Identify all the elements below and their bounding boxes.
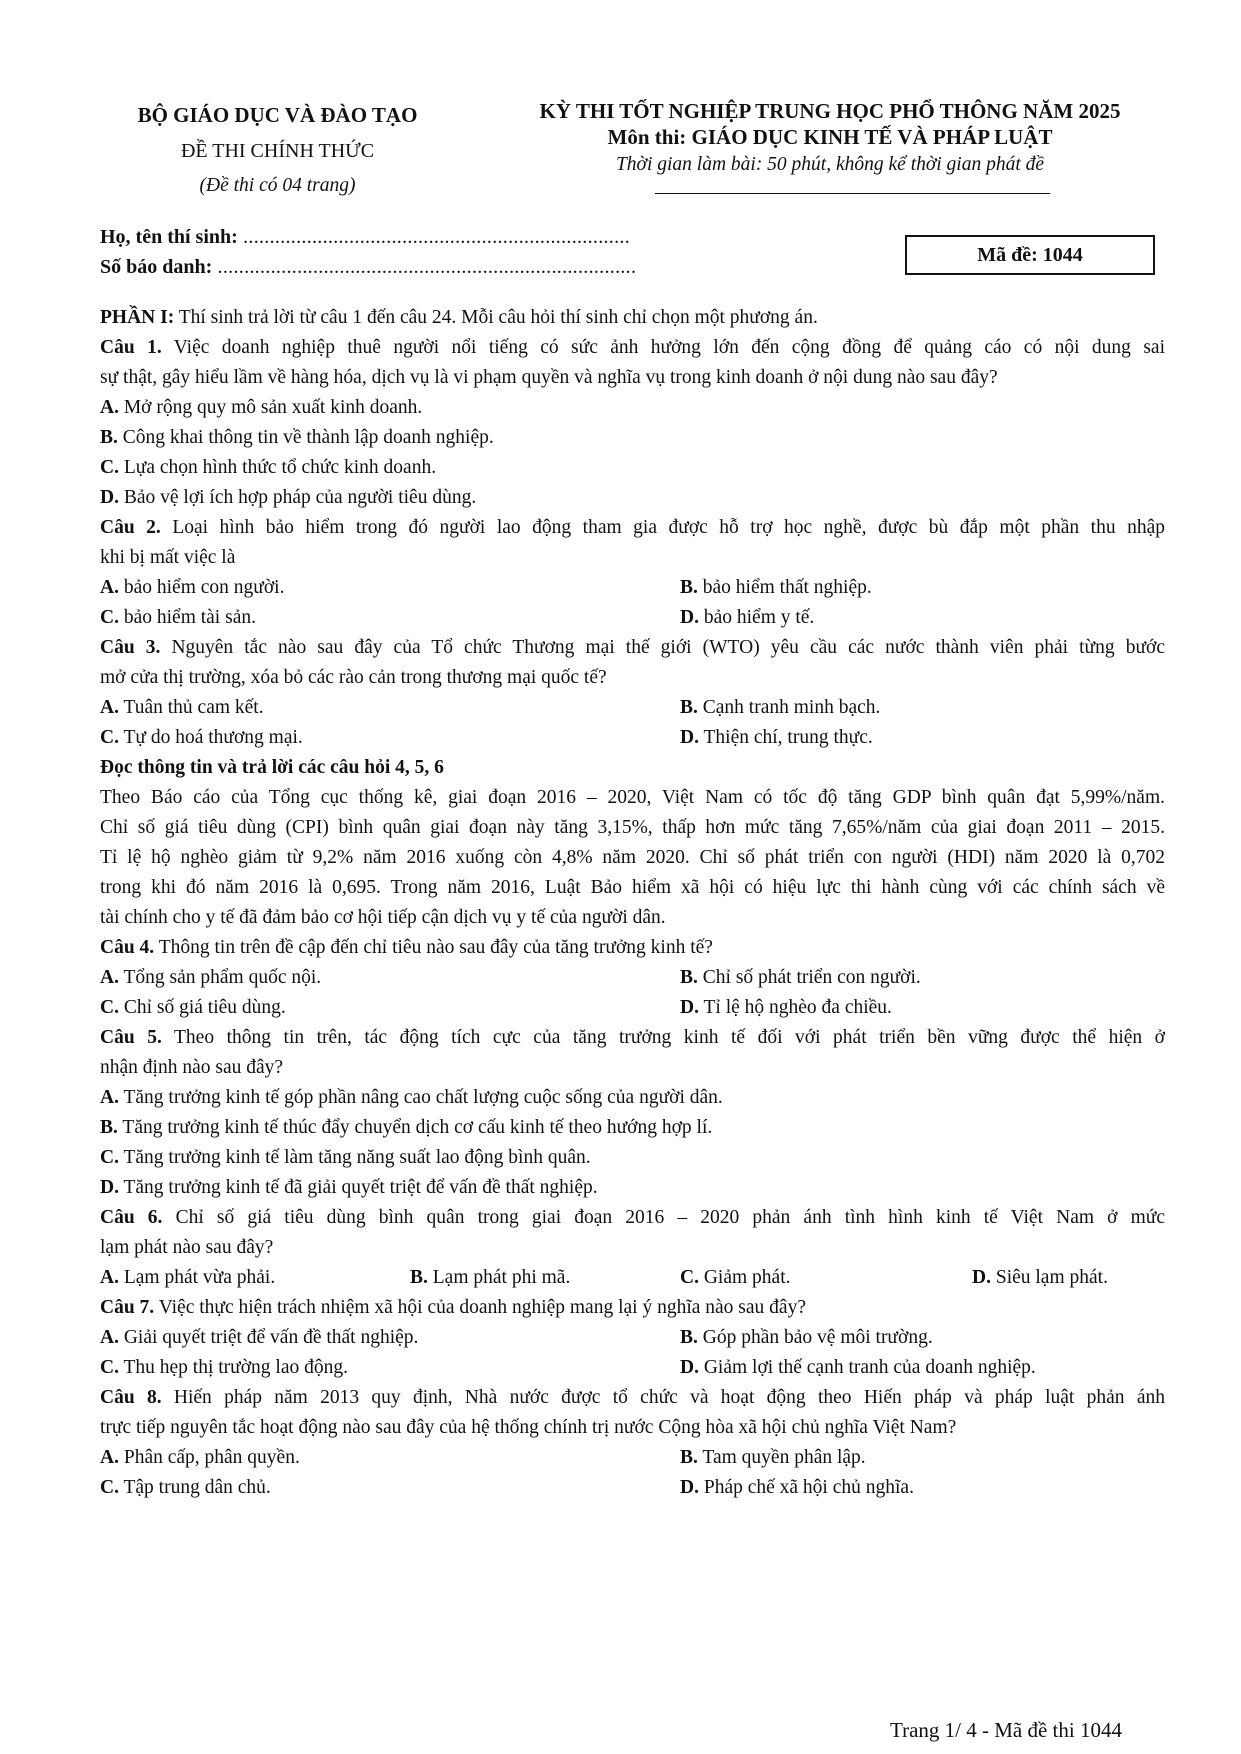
- candidate-info: [100, 222, 636, 282]
- option-text: Chỉ số phát triển con người.: [697, 967, 921, 988]
- option-text: Tăng trưởng kinh tế đã giải quyết triệt để vấn đề thất nghiệp.: [118, 1177, 598, 1198]
- q5-option-c: [100, 1143, 1165, 1173]
- exam-subject: Môn thi: GIÁO DỤC KINH TẾ VÀ PHÁP LUẬT: [607, 125, 1053, 149]
- q1-option-d: [100, 483, 1165, 513]
- q5-stem-line2: nhận định nào sau đây?: [100, 1057, 284, 1078]
- candidate-id-line: [100, 252, 636, 282]
- option-text: Góp phần bảo vệ môi trường.: [697, 1327, 933, 1348]
- option-label: B.: [680, 577, 698, 598]
- option-text: Tuân thủ cam kết.: [118, 697, 264, 718]
- option-text: Chỉ số giá tiêu dùng.: [118, 997, 286, 1018]
- q2-text: Loại hình bảo hiểm trong đó người lao động tham gia được hỗ trợ học nghề, được bù đắp một phần thu nhập: [160, 517, 1165, 538]
- option-label: D.: [680, 997, 699, 1018]
- q5-option-a: [100, 1083, 1165, 1113]
- q6-option-b: [410, 1263, 680, 1293]
- q8-stem-line2: trực tiếp nguyên tắc hoạt động nào sau đây của hệ thống chính trị nước Cộng hòa xã hội chủ nghĩa Việt Nam?: [100, 1417, 957, 1438]
- option-label: B.: [680, 1447, 698, 1468]
- part1-instruction: [100, 303, 1165, 333]
- option-label: B.: [680, 697, 698, 718]
- option-text: Thiện chí, trung thực.: [698, 727, 873, 748]
- option-text: Công khai thông tin về thành lập doanh nghiệp.: [117, 427, 494, 448]
- q4-stem-line1: [100, 933, 1165, 963]
- q5-text: Theo thông tin trên, tác động tích cực của tăng trưởng kinh tế đối với phát triển bền vững được thể hiện ở: [161, 1027, 1165, 1048]
- page-footer: Trang 1/ 4 - Mã đề thi 1044: [890, 1718, 1122, 1742]
- option-label: A.: [100, 967, 119, 988]
- q3-options-row2: [100, 723, 1165, 753]
- q1-option-b: [100, 423, 1165, 453]
- q4-option-b: [680, 963, 921, 993]
- option-label: B.: [100, 1117, 118, 1138]
- option-text: bảo hiểm tài sản.: [118, 607, 256, 628]
- time-underline: [655, 193, 1050, 194]
- option-label: D.: [680, 607, 699, 628]
- option-text: Tăng trưởng kinh tế thúc đẩy chuyển dịch cơ cấu kinh tế theo hướng hợp lí.: [117, 1117, 713, 1138]
- option-text: Tự do hoá thương mại.: [118, 727, 303, 748]
- q8-option-a: [100, 1443, 680, 1473]
- q5-label: Câu 5.: [100, 1027, 162, 1048]
- q2-label: Câu 2.: [100, 517, 161, 538]
- q8-label: Câu 8.: [100, 1387, 162, 1408]
- q8-options-row2: [100, 1473, 1165, 1503]
- exam-code-box: Mã đề: 1044: [905, 235, 1155, 275]
- q6-option-a: [100, 1263, 410, 1293]
- option-label: D.: [972, 1267, 991, 1288]
- q3-stem-line2: mở cửa thị trường, xóa bỏ các rào cản trong thương mại quốc tế?: [100, 667, 607, 688]
- part1-label: PHẦN I:: [100, 307, 175, 328]
- q6-label: Câu 6.: [100, 1207, 163, 1228]
- option-text: Phân cấp, phân quyền.: [118, 1447, 300, 1468]
- exam-title: KỲ THI TỐT NGHIỆP TRUNG HỌC PHỔ THÔNG NĂM 2025: [539, 99, 1121, 123]
- candidate-name-dots: .........................................................................: [237, 226, 631, 248]
- header-left: [110, 100, 445, 201]
- q1-stem-line1: [100, 333, 1165, 363]
- q1-option-a: [100, 393, 1165, 423]
- option-text: Tỉ lệ hộ nghèo đa chiều.: [698, 997, 892, 1018]
- option-text: Lạm phát phi mã.: [427, 1267, 571, 1288]
- option-text: Lạm phát vừa phải.: [118, 1267, 276, 1288]
- q3-text: Nguyên tắc nào sau đây của Tổ chức Thương mại thế giới (WTO) yêu cầu các nước thành viên phải từng bước: [160, 637, 1165, 658]
- q7-stem-line1: [100, 1293, 1165, 1323]
- option-text: Siêu lạm phát.: [990, 1267, 1108, 1288]
- q3-option-a: [100, 693, 680, 723]
- q5-option-d: [100, 1173, 1165, 1203]
- option-label: B.: [100, 427, 118, 448]
- exam-content: [100, 303, 1165, 1503]
- info-line: Tỉ lệ hộ nghèo giảm từ 9,2% năm 2016 xuống còn 4,8% năm 2020. Chỉ số phát triển con người (HDI) năm 2020 là 0,702: [100, 847, 1165, 868]
- info-line: trong khi đó năm 2016 là 0,695. Trong năm 2016, Luật Bảo hiểm xã hội có hiệu lực thi hành cùng với các chính sách về: [100, 877, 1165, 898]
- option-text: Tổng sản phẩm quốc nội.: [118, 967, 322, 988]
- q4-option-d: [680, 993, 892, 1023]
- q2-option-c: [100, 603, 680, 633]
- option-text: Giải quyết triệt để vấn đề thất nghiệp.: [118, 1327, 419, 1348]
- q2-stem-line2: khi bị mất việc là: [100, 547, 236, 568]
- q5-stem-line1: [100, 1023, 1165, 1053]
- q1-label: Câu 1.: [100, 337, 162, 358]
- option-text: Bảo vệ lợi ích hợp pháp của người tiêu dùng.: [118, 487, 477, 508]
- option-label: A.: [100, 1087, 119, 1108]
- q6-stem-line1: [100, 1203, 1165, 1233]
- q7-option-c: [100, 1353, 680, 1383]
- q3-option-d: [680, 723, 873, 753]
- candidate-name-line: [100, 222, 636, 252]
- q6-option-c: [680, 1263, 972, 1293]
- q1-text: Việc doanh nghiệp thuê người nổi tiếng có sức ảnh hưởng lớn đến cộng đồng để quảng cáo có nội dung sai: [161, 337, 1165, 358]
- option-label: C.: [100, 997, 119, 1018]
- option-label: A.: [100, 577, 119, 598]
- option-label: A.: [100, 397, 119, 418]
- q4-option-c: [100, 993, 680, 1023]
- q6-text: Chỉ số giá tiêu dùng bình quân trong giai đoạn 2016 – 2020 phản ánh tình hình kinh tế Việt Nam ở mức: [162, 1207, 1165, 1228]
- q7-option-b: [680, 1323, 933, 1353]
- option-label: C.: [100, 457, 119, 478]
- option-label: B.: [410, 1267, 428, 1288]
- q1-stem-line2: sự thật, gây hiểu lầm về hàng hóa, dịch vụ là vi phạm quyền và nghĩa vụ trong kinh doanh ở nội dung nào sau đây?: [100, 367, 998, 388]
- option-label: B.: [680, 967, 698, 988]
- candidate-id-label: Số báo danh:: [100, 256, 213, 278]
- q4-options-row2: [100, 993, 1165, 1023]
- header-right: [505, 98, 1155, 180]
- option-label: D.: [680, 1357, 699, 1378]
- q3-option-b: [680, 693, 880, 723]
- q5-option-b: [100, 1113, 1165, 1143]
- q1-option-c: [100, 453, 1165, 483]
- option-label: C.: [680, 1267, 699, 1288]
- q7-options-row1: [100, 1323, 1165, 1353]
- q6-stem-line2: lạm phát nào sau đây?: [100, 1237, 274, 1258]
- option-text: Tăng trưởng kinh tế làm tăng năng suất lao động bình quân.: [118, 1147, 591, 1168]
- q8-option-d: [680, 1473, 914, 1503]
- q7-option-a: [100, 1323, 680, 1353]
- q2-options-row1: [100, 573, 1165, 603]
- option-text: Pháp chế xã hội chủ nghĩa.: [698, 1477, 914, 1498]
- ministry-name: BỘ GIÁO DỤC VÀ ĐÀO TẠO: [137, 103, 418, 127]
- option-label: C.: [100, 1147, 119, 1168]
- q8-options-row1: [100, 1443, 1165, 1473]
- option-text: Tập trung dân chủ.: [118, 1477, 271, 1498]
- info-line: Theo Báo cáo của Tổng cục thống kê, giai đoạn 2016 – 2020, Việt Nam có tốc độ tăng GDP bình quân đạt 5,99%/năm.: [100, 787, 1165, 808]
- candidate-id-dots: ...............................................................................: [212, 256, 637, 278]
- q7-option-d: [680, 1353, 1036, 1383]
- q3-option-c: [100, 723, 680, 753]
- option-text: Cạnh tranh minh bạch.: [697, 697, 881, 718]
- info-heading-text: Đọc thông tin và trả lời các câu hỏi 4, 5, 6: [100, 757, 444, 778]
- q8-text: Hiến pháp năm 2013 quy định, Nhà nước được tổ chức và hoạt động theo Hiến pháp và pháp luật phản ánh: [161, 1387, 1165, 1408]
- option-text: Tăng trưởng kinh tế góp phần nâng cao chất lượng cuộc sống của người dân.: [118, 1087, 723, 1108]
- option-text: Lựa chọn hình thức tổ chức kinh doanh.: [118, 457, 437, 478]
- option-label: A.: [100, 1447, 119, 1468]
- candidate-name-label: Họ, tên thí sinh:: [100, 226, 238, 248]
- official-label: ĐỀ THI CHÍNH THỨC: [180, 140, 375, 162]
- q2-stem-line1: [100, 513, 1165, 543]
- info-line: tài chính cho y tế đã đảm bảo cơ hội tiếp cận dịch vụ y tế của người dân.: [100, 907, 666, 928]
- q2-option-a: [100, 573, 680, 603]
- q4-options-row1: [100, 963, 1165, 993]
- option-label: A.: [100, 1327, 119, 1348]
- q2-option-b: [680, 573, 872, 603]
- option-text: bảo hiểm con người.: [118, 577, 285, 598]
- option-label: D.: [100, 487, 119, 508]
- option-label: A.: [100, 1267, 119, 1288]
- q3-options-row1: [100, 693, 1165, 723]
- pages-note: (Đề thi có 04 trang): [199, 175, 356, 196]
- exam-time: Thời gian làm bài: 50 phút, không kể thời gian phát đề: [615, 154, 1045, 175]
- option-label: D.: [680, 1477, 699, 1498]
- info-heading: [100, 753, 1165, 783]
- option-text: Mở rộng quy mô sản xuất kinh doanh.: [118, 397, 423, 418]
- q4-label: Câu 4.: [100, 937, 155, 958]
- info-line: Chỉ số giá tiêu dùng (CPI) bình quân giai đoạn này tăng 3,15%, thấp hơn mức tăng 7,65%/năm của giai đoạn 2011 – 2015.: [100, 817, 1165, 838]
- option-label: C.: [100, 1477, 119, 1498]
- option-text: Tam quyền phân lập.: [697, 1447, 866, 1468]
- option-label: C.: [100, 1357, 119, 1378]
- q4-option-a: [100, 963, 680, 993]
- q7-options-row2: [100, 1353, 1165, 1383]
- option-label: B.: [680, 1327, 698, 1348]
- q3-label: Câu 3.: [100, 637, 161, 658]
- q6-option-d: [972, 1263, 1108, 1293]
- option-text: Giảm lợi thế cạnh tranh của doanh nghiệp.: [698, 1357, 1036, 1378]
- q8-option-c: [100, 1473, 680, 1503]
- option-label: C.: [100, 727, 119, 748]
- q3-stem-line1: [100, 633, 1165, 663]
- q2-option-d: [680, 603, 814, 633]
- option-text: bảo hiểm thất nghiệp.: [697, 577, 872, 598]
- option-text: bảo hiểm y tế.: [698, 607, 815, 628]
- option-label: A.: [100, 697, 119, 718]
- q2-options-row2: [100, 603, 1165, 633]
- option-text: Thu hẹp thị trường lao động.: [118, 1357, 349, 1378]
- q7-label: Câu 7.: [100, 1297, 155, 1318]
- option-label: D.: [100, 1177, 119, 1198]
- option-label: C.: [100, 607, 119, 628]
- q8-option-b: [680, 1443, 866, 1473]
- option-label: D.: [680, 727, 699, 748]
- q8-stem-line1: [100, 1383, 1165, 1413]
- q7-text: Việc thực hiện trách nhiệm xã hội của doanh nghiệp mang lại ý nghĩa nào sau đây?: [154, 1297, 806, 1318]
- q4-text: Thông tin trên đề cập đến chỉ tiêu nào sau đây của tăng trưởng kinh tế?: [154, 937, 713, 958]
- part1-text: Thí sinh trả lời từ câu 1 đến câu 24. Mỗi câu hỏi thí sinh chỉ chọn một phương án.: [174, 307, 818, 328]
- q6-options-row: [100, 1263, 1165, 1293]
- option-text: Giảm phát.: [698, 1267, 791, 1288]
